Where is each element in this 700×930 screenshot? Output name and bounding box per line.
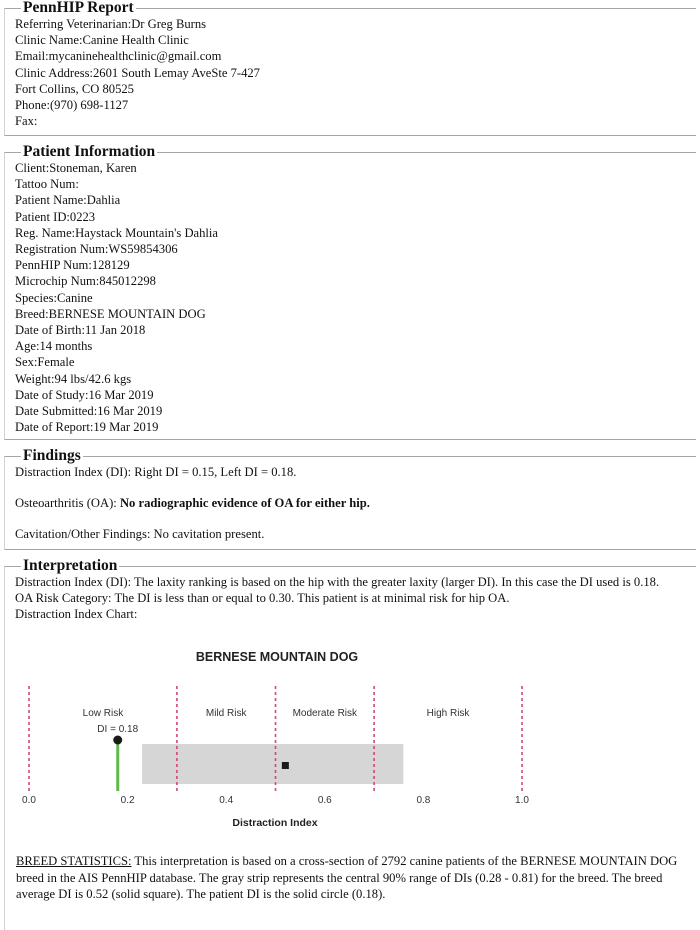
patient-registration-num: Registration Num:WS59854306	[15, 242, 178, 257]
distraction-index-chart	[0, 636, 700, 836]
patient-di-label: DI = 0.18	[97, 724, 139, 735]
patient-weight: Weight:94 lbs/42.6 kgs	[15, 371, 132, 386]
risk-label-3: High Risk	[426, 708, 470, 719]
clinic-address: Clinic Address:2601 South Lemay AveSte 7-427	[15, 65, 260, 80]
section-title-findings: Findings	[23, 447, 81, 464]
findings-oa-value: No radiographic evidence of OA for either hip.	[119, 496, 370, 511]
patient-tattoo-num: Tattoo Num:	[15, 177, 79, 192]
clinic-email: Email:mycaninehealthclinic@gmail.com	[15, 49, 222, 64]
patient-di-marker	[113, 736, 122, 745]
findings-section	[4, 448, 696, 550]
findings-oa-label: Osteoarthritis (OA):	[15, 496, 120, 511]
findings-cavitation: Cavitation/Other Findings: No cavitation present.	[15, 527, 265, 542]
patient-breed: Breed:BERNESE MOUNTAIN DOG	[15, 306, 206, 321]
breed-range-strip	[142, 744, 403, 784]
risk-label-1: Mild Risk	[205, 708, 247, 719]
patient-id: Patient ID:0223	[15, 209, 96, 224]
breed-statistics	[16, 853, 696, 903]
interpretation-oa-risk: OA Risk Category: The DI is less than or equal to 0.30. This patient is at minimal risk for hip OA.	[15, 591, 510, 606]
patient-sex: Sex:Female	[15, 355, 75, 370]
findings-oa	[15, 495, 696, 511]
patient-pennhip-num: PennHIP Num:128129	[15, 258, 130, 273]
section-title-pennhip-report: PennHIP Report	[23, 0, 134, 16]
breed-statistics-label: BREED STATISTICS:	[16, 854, 132, 868]
patient-name: Patient Name:Dahlia	[15, 193, 121, 208]
x-tick-label-2: 0.4	[219, 795, 234, 806]
patient-species: Species:Canine	[15, 290, 93, 305]
x-tick-label-5: 1.0	[515, 795, 529, 806]
risk-label-0: Low Risk	[82, 708, 124, 719]
clinic-city: Fort Collins, CO 80525	[15, 81, 134, 96]
patient-microchip-num: Microchip Num:845012298	[15, 274, 156, 289]
patient-age: Age:14 months	[15, 339, 93, 354]
clinic-fax: Fax:	[15, 114, 38, 129]
interpretation-di-text: Distraction Index (DI): The laxity ranking is based on the hip with the greater laxity (larger DI). In this case the DI used is 0.18.	[15, 575, 660, 589]
patient-date-of-birth: Date of Birth:11 Jan 2018	[15, 323, 146, 338]
date-of-study: Date of Study:16 Mar 2019	[15, 387, 154, 402]
clinic-phone: Phone:(970) 698-1127	[15, 98, 129, 113]
breed-average-marker	[282, 762, 289, 769]
patient-reg-name: Reg. Name:Haystack Mountain's Dahlia	[15, 225, 219, 240]
pennhip-report-section	[4, 0, 696, 136]
x-tick-label-3: 0.6	[317, 795, 332, 806]
breed-statistics-text: This interpretation is based on a cross-section of 2792 canine patients of the BERNESE MOUNTAIN DOG breed in the AIS PennHIP database. The gray strip represents the central 90% range of DIs (0.28 - 0.81) for the breed. The breed average DI is 0.52 (solid square). The patient DI is the solid circle (0.18).	[16, 854, 678, 901]
section-title-interpretation: Interpretation	[23, 557, 118, 574]
x-tick-label-4: 0.8	[416, 795, 431, 806]
date-of-report: Date of Report:19 Mar 2019	[15, 420, 159, 435]
patient-client: Client:Stoneman, Karen	[15, 161, 137, 175]
x-tick-label-1: 0.2	[120, 795, 135, 806]
patient-information-section	[4, 144, 696, 440]
date-submitted: Date Submitted:16 Mar 2019	[15, 404, 163, 419]
chart-caption: Distraction Index Chart:	[15, 607, 138, 622]
referring-veterinarian: Referring Veterinarian:Dr Greg Burns	[15, 17, 207, 31]
chart-title: BERNESE MOUNTAIN DOG	[195, 650, 359, 664]
risk-label-2: Moderate Risk	[292, 708, 358, 719]
clinic-name: Clinic Name:Canine Health Clinic	[15, 33, 189, 48]
x-axis-label: Distraction Index	[232, 817, 318, 829]
findings-di: Distraction Index (DI): Right DI = 0.15, Left DI = 0.18.	[15, 465, 297, 479]
section-title-patient-information: Patient Information	[23, 143, 156, 160]
x-tick-label-0: 0.0	[22, 795, 36, 806]
